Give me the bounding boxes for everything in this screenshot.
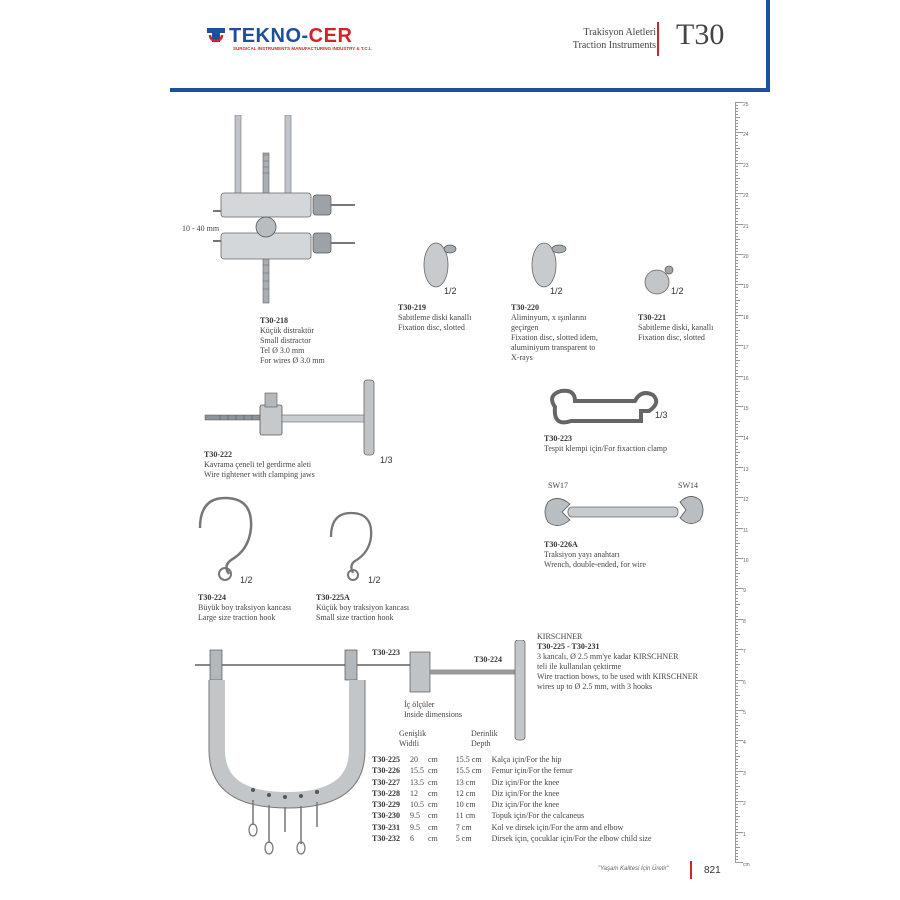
cell-d: 15.5 cm (455, 755, 482, 764)
cell-d: 13 cm (455, 777, 476, 787)
ruler-label: 17 (743, 345, 749, 352)
section-code: T30 (676, 18, 725, 51)
ruler-label: 21 (743, 223, 749, 230)
footer-slogan: "Yaşam Kalitesi İçin Üretir" (598, 866, 669, 872)
product-code: T30-218 (260, 316, 288, 325)
col-width-en: Widtli (399, 739, 420, 748)
desc-en: Wrench, double-ended, for wire (544, 560, 647, 569)
cell-w: 10.5 (410, 800, 424, 810)
large-traction-hook-image (190, 490, 270, 585)
desc: Tespit klempi için/For fixaction clamp (544, 444, 667, 453)
desc-en: Fixation disc, slotted (638, 333, 705, 342)
ruler-label: 6 (743, 679, 746, 686)
cell-d: 10 cm (455, 800, 476, 810)
col-depth-en: Depth (471, 739, 491, 748)
cell-code: T30-228 (372, 788, 400, 798)
cell-wu: cm (428, 834, 438, 844)
cell-code: T30-230 (372, 811, 400, 821)
desc-en: Wire tightener with clamping jaws (204, 470, 315, 479)
cell-d: 11 cm (455, 811, 476, 821)
cell-d: 15.5 cm (455, 766, 482, 776)
product-t30-224 (198, 593, 291, 623)
desc-tr: Kavrama çeneli tel gerdirme aleti (204, 460, 312, 469)
header-side-rule (766, 0, 770, 92)
scale-label: 1/2 (550, 286, 563, 296)
desc-en: Small distractor (260, 336, 311, 345)
scale-label: 1/2 (444, 286, 457, 296)
spec-tr: Tel Ø 3.0 mm (260, 346, 305, 355)
ruler-label: 13 (743, 466, 749, 473)
ruler-label: 22 (743, 193, 749, 200)
cell-use: Diz için/For the knee (491, 777, 560, 787)
logo-icon (205, 26, 227, 44)
product-code: T30-220 (511, 303, 539, 312)
table-row (372, 799, 656, 810)
inner-en: Inside dimensions (404, 710, 462, 719)
logo-right: CER (308, 25, 353, 47)
ruler-label: 4 (743, 740, 746, 747)
table-row (372, 754, 656, 765)
product-code: T30-224 (198, 593, 226, 602)
desc-en-1: Wire traction bows, to be used with KIRSCHNER (537, 672, 698, 681)
desc-tr-1: 3 kancalı, Ø 2.5 mm'ye kadar KIRSCHNER (537, 652, 679, 661)
cell-wu: cm (428, 777, 438, 787)
product-t30-226a (544, 540, 646, 570)
cell-wu: cm (428, 788, 438, 798)
product-code: T30-221 (638, 313, 666, 322)
ruler-label: 16 (743, 375, 749, 382)
cell-d: 7 cm (455, 822, 472, 832)
cell-w: 12 (410, 788, 418, 798)
product-t30-221 (638, 313, 713, 343)
callout-t30-223: T30-223 (372, 648, 400, 657)
col-width-header (399, 729, 426, 749)
header-divider (657, 22, 659, 56)
ruler-label: 2 (743, 801, 746, 808)
desc-tr: Traksiyon yayı anahtarı (544, 550, 620, 559)
ruler-label: 18 (743, 314, 749, 321)
callout-t30-224: T30-224 (474, 655, 502, 664)
scale-label: 1/2 (368, 575, 381, 585)
desc-en-2: wires up to Ø 2.5 mm, with 3 hooks (537, 682, 653, 691)
table-row (372, 810, 656, 821)
desc-en: Small size traction hook (316, 613, 394, 622)
small-traction-hook-image (325, 505, 385, 585)
product-t30-219 (398, 303, 471, 333)
table-row (372, 833, 656, 844)
desc-en: Large size traction hook (198, 613, 276, 622)
wrench-image (540, 490, 710, 535)
category-label (573, 26, 656, 52)
desc-en: Fixation disc, slotted (398, 323, 465, 332)
cell-w: 9.5 (410, 811, 420, 821)
brand-logo (205, 25, 372, 51)
cell-d: 12 cm (455, 788, 476, 798)
product-code-range: T30-225 - T30-231 (537, 642, 600, 651)
scale-label: 1/2 (240, 575, 253, 585)
logo-subtitle: SURGICAL INSTRUMENTS MANUFACTURING INDUSTRY & T.C.L (233, 46, 372, 51)
header-rule (170, 88, 770, 92)
cell-use: Dirsek için, çocuklar için/For the elbow child size (491, 834, 652, 844)
product-t30-218 (260, 316, 325, 366)
ruler-label: 20 (743, 254, 749, 260)
desc-tr: Sabitleme diski, kanallı (638, 323, 714, 332)
desc-tr-2: teli ile kullanılan çektirme (537, 662, 622, 671)
kirschner-title: KIRSCHNER (537, 632, 583, 641)
cell-w: 9.5 (410, 822, 420, 832)
distractor-dimension: 10 - 40 mm (182, 224, 220, 233)
cell-use: Kol ve dirsek için/For the arm and elbow (491, 822, 624, 832)
desc-tr-2: geçirgen (511, 323, 539, 332)
ruler-label: 14 (743, 436, 749, 443)
desc-en-1: Fixation disc, slotted idem, (511, 333, 598, 342)
ruler-label: 7 (743, 649, 746, 656)
desc-tr: Küçük boy traksiyon kancası (316, 603, 410, 612)
ruler-label: 25 (743, 102, 749, 108)
ruler-label: 9 (743, 588, 746, 595)
cell-wu: cm (428, 755, 438, 764)
cell-wu: cm (428, 800, 438, 810)
cell-w: 15.5 (410, 766, 424, 776)
cell-use: Topuk için/For the calcaneus (491, 811, 585, 821)
cell-code: T30-231 (372, 822, 400, 832)
cell-wu: cm (428, 811, 438, 821)
cell-use: Femur için/For the femur (491, 766, 573, 776)
col-depth-header (471, 729, 498, 749)
ruler-label: 11 (743, 527, 749, 534)
cell-use: Kalça için/For the hip (491, 755, 562, 764)
table-row (372, 822, 656, 833)
kirschner-size-table (372, 754, 656, 844)
product-t30-222 (204, 450, 315, 480)
category-tr: Trakisyon Aletleri (583, 27, 656, 38)
cell-d: 5 cm (455, 834, 472, 844)
wrench-size-left: SW17 (548, 481, 568, 490)
product-code: T30-223 (544, 434, 572, 443)
category-en: Traction Instruments (572, 40, 656, 51)
desc-tr: Sabitleme diski kanallı (398, 313, 472, 322)
cell-wu: cm (428, 766, 438, 776)
product-code: T30-222 (204, 450, 232, 459)
ruler-label: 5 (743, 710, 746, 716)
ruler-label: cm (743, 862, 750, 868)
product-code: T30-226A (544, 540, 578, 549)
wrench-size-right: SW14 (678, 481, 698, 490)
ruler-label: 3 (743, 770, 746, 777)
desc-tr: Küçük distraktör (260, 326, 314, 335)
ruler-label: 10 (743, 558, 749, 564)
table-row (372, 777, 656, 788)
product-code: T30-225A (316, 593, 350, 602)
cell-code: T30-232 (372, 834, 400, 844)
inside-dimensions-label (404, 700, 462, 720)
product-t30-223 (544, 434, 667, 454)
product-code: T30-219 (398, 303, 426, 312)
ruler-label: 1 (743, 831, 746, 838)
cell-code: T30-227 (372, 777, 400, 787)
cell-use: Diz için/For the knee (491, 788, 560, 798)
cell-code: T30-226 (372, 766, 400, 776)
spec-en: For wires Ø 3.0 mm (260, 356, 325, 365)
scale-label: 1/2 (671, 286, 684, 296)
desc-tr: Büyük boy traksiyon kancası (198, 603, 292, 612)
cell-use: Diz için/For the knee (491, 800, 560, 810)
page-number: 821 (704, 865, 721, 876)
measuring-ruler (735, 102, 750, 868)
product-kirschner (537, 632, 698, 692)
wire-tightener-image (200, 375, 390, 460)
product-t30-225a (316, 593, 409, 623)
col-width-tr: Genişlik (399, 729, 427, 738)
fixation-clamp-image (545, 385, 665, 430)
col-depth-tr: Derinlik (471, 729, 498, 738)
small-distractor-image (205, 115, 365, 315)
scale-label: 1/3 (380, 455, 393, 465)
ruler-label: 19 (743, 284, 749, 291)
product-t30-220 (511, 303, 598, 363)
cell-w: 13.5 (410, 777, 424, 787)
cell-code: T30-225 (372, 755, 400, 764)
ruler-label: 12 (743, 497, 749, 504)
ruler-label: 8 (743, 618, 746, 625)
table-row (372, 788, 656, 799)
logo-left: TEKNO- (229, 25, 309, 47)
cell-wu: cm (428, 822, 438, 832)
footer-divider (690, 861, 692, 879)
desc-en-2: aluminiyum transparent to (511, 343, 596, 352)
desc-tr-1: Aliminyum, x ışınlarını (511, 313, 587, 322)
inner-tr: İç ölçüler (404, 700, 435, 709)
cell-code: T30-229 (372, 800, 400, 810)
ruler-label: 24 (743, 132, 749, 139)
cell-w: 20 (410, 755, 418, 764)
ruler-label: 15 (743, 406, 749, 412)
desc-en-3: X-rays (511, 353, 533, 362)
ruler-label: 23 (743, 162, 749, 169)
table-row (372, 765, 656, 776)
scale-label: 1/3 (655, 410, 668, 420)
cell-w: 6 (410, 834, 414, 844)
